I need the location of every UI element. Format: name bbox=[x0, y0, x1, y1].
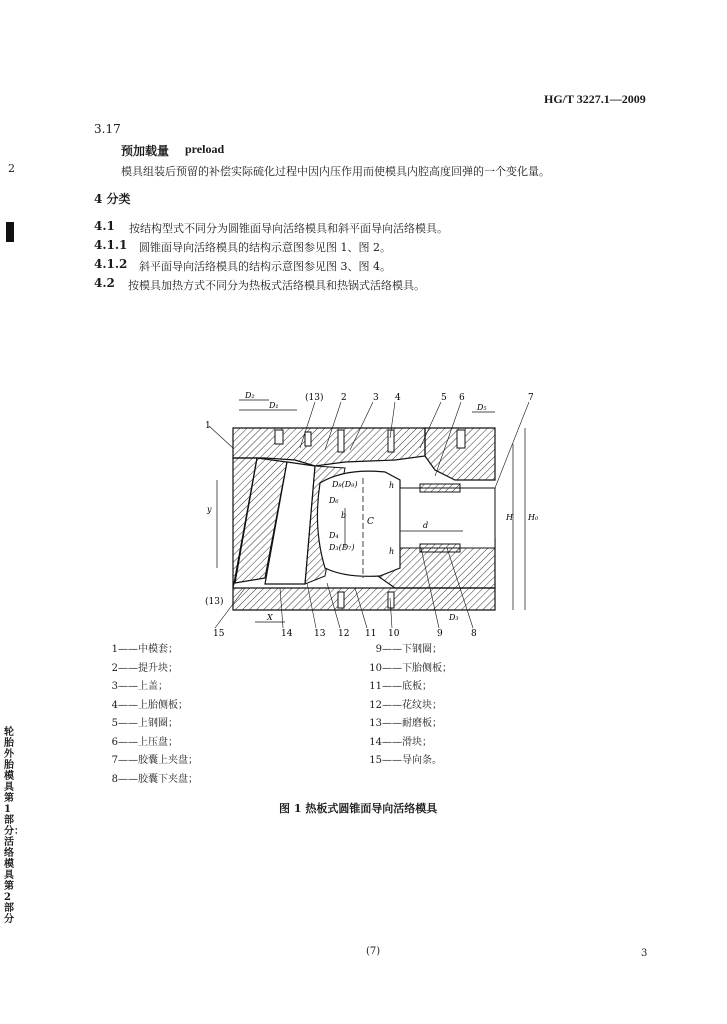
standard-number: HG/T 3227.1—2009 bbox=[544, 92, 646, 106]
dim-d2: D₂ bbox=[245, 391, 255, 400]
legend-right bbox=[352, 641, 452, 771]
section-4-1-text: 按结构型式不同分为圆锥面导向活络模具和斜平面导向活络模具。 bbox=[129, 222, 448, 235]
section-4-1-2-text: 斜平面导向活络模具的结构示意图参见图 3、图 4。 bbox=[139, 260, 391, 273]
callout-13-bottom: 13 bbox=[314, 629, 326, 638]
legend-item-15: 15——导向条。 bbox=[369, 755, 442, 766]
callout-10: 10 bbox=[388, 629, 400, 638]
callout-13-top: (13) bbox=[305, 393, 324, 403]
legend-item-4: 4——上胎侧板； bbox=[111, 699, 188, 711]
callout-6: 6 bbox=[459, 393, 465, 403]
section-4-1-number: 4.1 bbox=[94, 219, 115, 233]
dim-b: b bbox=[341, 511, 347, 520]
legend-item-9: 9——下钢圈； bbox=[375, 644, 442, 655]
dim-d1: D₁ bbox=[269, 401, 279, 410]
section-4-1-2-number: 4.1.2 bbox=[94, 257, 128, 271]
legend-item-3: 3——上盖； bbox=[111, 681, 168, 692]
dim-d5: D₅ bbox=[477, 403, 487, 412]
legend-item-7: 7——胶囊上夹盘； bbox=[111, 755, 198, 766]
term-preload-en: preload bbox=[185, 142, 225, 156]
side-title: 轮胎外胎模具第1部分：活络模具第2部分 bbox=[4, 727, 24, 925]
section-4-1-1-number: 4.1.1 bbox=[94, 238, 128, 252]
dim-d3-d7: D₃(D₇) bbox=[329, 543, 355, 552]
legend-item-13: 13——耐磨板； bbox=[369, 718, 442, 729]
dim-d: d bbox=[423, 521, 429, 530]
tire-cavity bbox=[317, 471, 400, 576]
section-4-2-number: 4.2 bbox=[94, 276, 115, 290]
callout-12: 12 bbox=[338, 629, 350, 638]
legend-item-11: 11——底板； bbox=[369, 681, 432, 692]
section-4-title: 4 分类 bbox=[94, 192, 131, 206]
callout-13-left: (13) bbox=[205, 597, 224, 607]
callout-5: 5 bbox=[441, 393, 447, 403]
legend-item-10: 10——下胎侧板； bbox=[369, 662, 452, 674]
legend-item-1: 1——中模套； bbox=[111, 644, 178, 655]
dim-h0: H₀ bbox=[528, 513, 539, 522]
dim-x: X bbox=[267, 613, 273, 622]
section-3-17-number: 3.17 bbox=[94, 122, 121, 136]
base-plate-section bbox=[233, 588, 495, 610]
dim-h-upper: h bbox=[389, 481, 395, 490]
margin-page-number: 2 bbox=[8, 162, 15, 175]
dim-y: y bbox=[207, 505, 212, 514]
figure-caption: 图 1 热板式圆锥面导向活络模具 bbox=[279, 802, 438, 815]
callout-11: 11 bbox=[365, 629, 377, 638]
dim-d3: D₃ bbox=[449, 613, 459, 622]
callout-8: 8 bbox=[471, 629, 477, 638]
dim-h-lower: h bbox=[389, 547, 395, 556]
callout-14: 14 bbox=[281, 629, 293, 638]
page-marker: (7) bbox=[366, 946, 381, 957]
legend-item-8: 8——胶囊下夹盘； bbox=[111, 773, 198, 785]
mold-cross-section-drawing bbox=[195, 388, 540, 638]
callout-2: 2 bbox=[341, 393, 347, 403]
callout-9: 9 bbox=[437, 629, 443, 638]
callout-7: 7 bbox=[528, 393, 534, 403]
callout-3: 3 bbox=[373, 393, 379, 403]
dim-d6: D₆ bbox=[329, 496, 339, 505]
bladder-area bbox=[400, 488, 495, 548]
dim-d8-d9: D₈(D₉) bbox=[332, 480, 358, 489]
callout-4: 4 bbox=[395, 393, 401, 403]
page-number: 3 bbox=[641, 948, 648, 959]
legend-item-2: 2——提升块； bbox=[111, 662, 178, 674]
legend-item-5: 5——上钢圈； bbox=[111, 718, 178, 729]
section-4-1-1-text: 圆锥面导向活络模具的结构示意图参见图 1、图 2。 bbox=[139, 241, 391, 254]
callout-1: 1 bbox=[205, 421, 211, 431]
term-preload-definition: 模具组装后预留的补偿实际硫化过程中因内压作用而使模具内腔高度回弹的一个变化量。 bbox=[121, 165, 550, 178]
dim-c: C bbox=[367, 517, 374, 527]
term-preload-cn: 预加载量 bbox=[121, 144, 170, 158]
dim-d4: D₄ bbox=[329, 531, 339, 540]
legend-item-12: 12——花纹块； bbox=[369, 699, 442, 711]
legend-left bbox=[88, 641, 198, 789]
legend-item-14: 14——滑块； bbox=[369, 736, 432, 748]
dim-h-height: H bbox=[506, 513, 513, 522]
legend-item-6: 6——上压盘； bbox=[111, 736, 178, 748]
section-4-2-text: 按模具加热方式不同分为热板式活络模具和热锅式活络模具。 bbox=[128, 279, 425, 292]
callout-15: 15 bbox=[213, 629, 225, 638]
margin-marker bbox=[6, 222, 14, 242]
